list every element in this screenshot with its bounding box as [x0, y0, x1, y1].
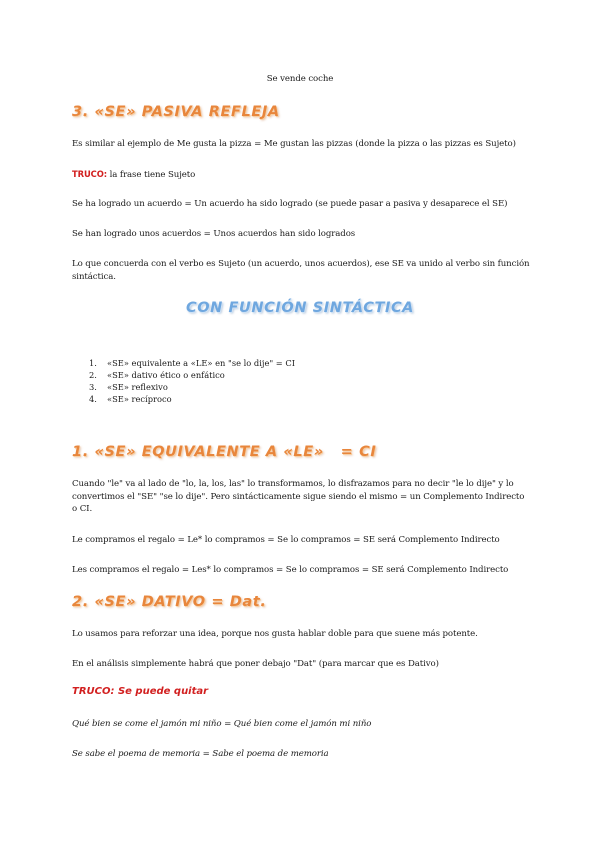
truco-label: TRUCO: — [72, 169, 107, 179]
equivalente-paragraph-1: Cuando "le" va al lado de "lo, la, los, las" lo transformamos, lo disfrazamos para no decir "le lo dije" y lo convertimos el "SE" "se lo dije". Pero sintácticamente sigue siendo el mismo = un Complemento Indirecto o CI. — [72, 479, 525, 514]
heading-pasiva-refleja: 3. «SE» PASIVA REFLEJA — [72, 104, 280, 120]
dativo-paragraph-2: En el análisis simplemente habrá que poner debajo "Dat" (para marcar que es Dativo) — [72, 659, 439, 669]
heading-equivalente-le: 1. «SE» EQUIVALENTE A «LE» = CI — [72, 444, 377, 460]
equivalente-example-1: Le compramos el regalo = Le* lo compramos = Se lo compramos = SE será Complemento Indirecto — [72, 535, 500, 545]
dativo-example-1: Qué bien se come el jamón mi niño = Qué bien come el jamón mi niño — [72, 719, 372, 729]
pasiva-paragraph-1: Es similar al ejemplo de Me gusta la pizza = Me gustan las pizzas (donde la pizza o las pizzas es Sujeto) — [72, 139, 516, 149]
list-item: 4. «SE» recíproco — [89, 393, 172, 404]
heading-con-funcion: CON FUNCIÓN SINTÁCTICA — [185, 300, 415, 316]
equivalente-example-2: Les compramos el regalo = Les* lo compramos = Se lo compramos = SE será Complemento Indirecto — [72, 565, 509, 575]
dativo-truco: TRUCO: Se puede quitar — [72, 686, 209, 697]
list-item: 1. «SE» equivalente a «LE» en "se lo dije" = CI — [89, 358, 296, 368]
function-list — [89, 358, 295, 406]
pasiva-paragraph-3: Se han logrado unos acuerdos = Unos acuerdos han sido logrados — [72, 229, 356, 239]
truco-text: la frase tiene Sujeto — [106, 170, 196, 180]
list-item: 3. «SE» reflexivo — [89, 381, 168, 392]
top-title: Se vende coche — [266, 74, 334, 84]
dativo-paragraph-1: Lo usamos para reforzar una idea, porque nos gusta hablar doble para que suene más potente. — [72, 629, 478, 639]
pasiva-truco — [72, 168, 532, 182]
heading-dativo: 2. «SE» DATIVO = Dat. — [72, 594, 267, 610]
pasiva-paragraph-4: Lo que concuerda con el verbo es Sujeto (un acuerdo, unos acuerdos), ese SE va unido al verbo sin función sintáctica. — [72, 259, 530, 282]
dativo-example-2: Se sabe el poema de memoria = Sabe el poema de memoria — [72, 749, 329, 759]
list-item: 2. «SE» dativo ético o enfático — [89, 369, 225, 380]
pasiva-paragraph-2: Se ha logrado un acuerdo = Un acuerdo ha sido logrado (se puede pasar a pasiva y desaparece el SE) — [72, 199, 508, 209]
